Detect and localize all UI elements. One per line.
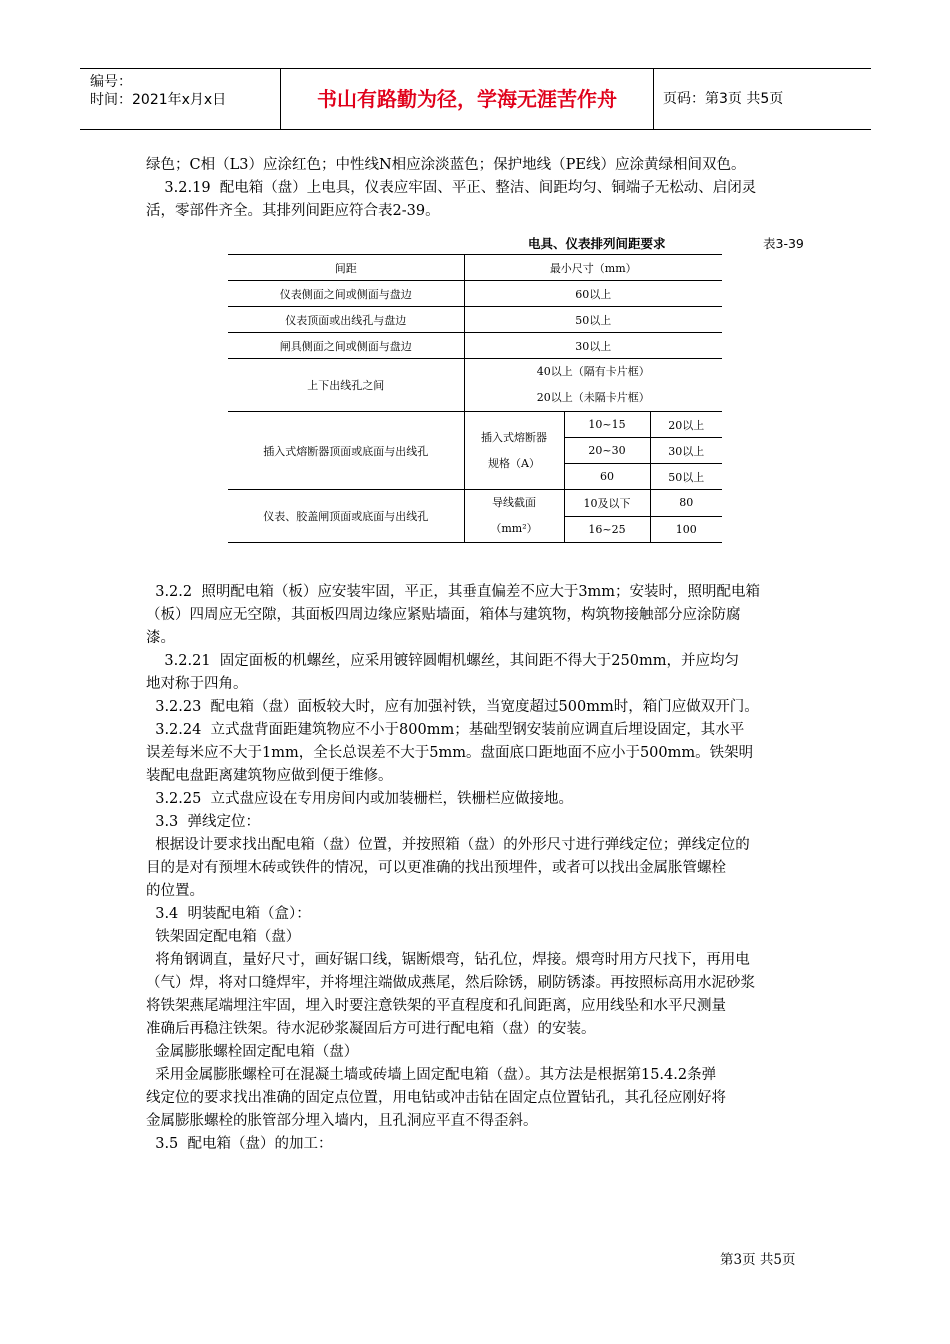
text-line: 金属膨胀螺栓的胀管部分埋入墙内，且孔洞应平直不得歪斜。 [146,1113,538,1129]
text-line: 采用金属膨胀螺栓可在混凝土墙或砖墙上固定配电箱（盘）。其方法是根据第15.4.2条弹 [146,1067,717,1083]
table-cell: 仪表、胶盖闸顶面或底面与出线孔 [228,490,464,543]
table-cell: 20~30 [564,438,650,464]
header-page-number: 页码：第3页 共5页 [663,91,784,107]
text-line: 地对称于四角。 [146,676,248,692]
table-cell-line: 插入式熔断器 [481,430,547,444]
text-line: 将铁架燕尾端埋注牢固，埋入时要注意铁架的平直程度和孔间距离，应用线坠和水平尺测量 [146,998,726,1014]
table-row [228,333,722,359]
table-cell-line: 40以上（隔有卡片框） [536,365,650,378]
table-cell: 30以上 [650,438,722,464]
text-line: 3.2.2 照明配电箱（板）应安装牢固，平正，其垂直偏差不应大于3mm；安装时，照明配电箱 [146,584,761,600]
body-text [146,581,786,1156]
text-line: 的位置。 [146,883,204,899]
table-cell [464,490,564,543]
table-cell-line: 导线截面 [492,496,536,509]
date-label: 时间：2021年x月x日 [90,92,227,108]
table-cell: 80 [650,490,722,517]
text-line: 漆。 [146,630,175,646]
table-cell [464,412,564,490]
table-cell: 60以上 [464,281,722,307]
number-label: 编号： [90,74,132,90]
text-line: 3.5 配电箱（盘）的加工： [146,1136,333,1152]
text-line: 线定位的要求找出准确的固定点位置，用电钻或冲击钻在固定点位置钻孔，其孔径应刚好将 [146,1090,726,1106]
text-line: 误差每米应不大于1mm，全长总误差不大于5mm。盘面底口距地面不应小于500mm。铁架明 [146,745,754,761]
table-row [228,412,722,438]
table-number: 表3-39 [763,236,804,251]
table-cell: 16~25 [564,516,650,543]
header-meta [80,69,281,129]
text-line: 3.2.23 配电箱（盘）面板较大时，应有加强衬铁，当宽度超过500mm时，箱门应做双开门。 [146,699,759,715]
text-line: 3.2.24 立式盘背面距建筑物应不小于800mm；基础型钢安装前应调直后埋设固定，其水平 [146,722,745,738]
text-line: 3.3 弹线定位： [146,814,260,830]
table-cell: 10~15 [564,412,650,438]
table-header-row [228,255,722,281]
table-cell: 上下出线孔之间 [228,359,464,412]
header-motto: 书山有路勤为径，学海无涯苦作舟 [281,69,654,129]
table-row [228,281,722,307]
table-cell: 仪表顶面或出线孔与盘边 [228,307,464,333]
table-cell: 闸具侧面之间或侧面与盘边 [228,333,464,359]
table-cell-line: （mm²） [490,522,538,535]
table-cell: 60 [564,464,650,490]
page-footer: 第3页 共5页 [720,1252,796,1268]
table-row [228,307,722,333]
text-line: 装配电盘距离建筑物应做到便于维修。 [146,768,393,784]
text-line: 铁架固定配电箱（盘） [146,929,301,945]
text-line: 目的是对有预埋木砖或铁件的情况，可以更准确的找出预埋件，或者可以找出金属胀管螺栓 [146,860,726,876]
table-cell: 仪表侧面之间或侧面与盘边 [228,281,464,307]
table-cell: 10及以下 [564,490,650,517]
text-line: 3.2.25 立式盘应设在专用房间内或加装栅栏，铁栅栏应做接地。 [146,791,574,807]
intro-text [146,154,786,223]
table-cell-line: 规格（A） [488,456,540,470]
table-row [228,359,722,412]
text-line: 将角钢调直，量好尺寸，画好锯口线，锯断煨弯，钻孔位，焊接。煨弯时用方尺找下，再用电 [146,952,750,968]
text-line: 3.2.21 固定面板的机螺丝，应采用镀锌圆帽机螺丝，其间距不得大于250mm，并应均匀 [146,653,739,669]
text-line: 金属膨胀螺栓固定配电箱（盘） [146,1044,359,1060]
table-caption: 电具、仪表排列间距要求 [528,236,666,251]
table-header-cell: 最小尺寸（mm） [464,255,722,281]
table-cell-line: 20以上（未隔卡片框） [536,391,650,404]
text-line: 绿色；C相（L3）应涂红色；中性线N相应涂淡蓝色；保护地线（PE线）应涂黄绿相间双色。 [146,157,746,173]
table-cell: 30以上 [464,333,722,359]
table-cell: 插入式熔断器顶面或底面与出线孔 [228,412,464,490]
text-line: 活，零部件齐全。其排列间距应符合表2-39。 [146,203,440,219]
table-cell [464,359,722,412]
table-cell: 100 [650,516,722,543]
table-header-cell: 间距 [228,255,464,281]
table-cell: 50以上 [650,464,722,490]
page-header [80,68,871,130]
text-line: 3.2.19 配电箱（盘）上电具，仪表应牢固、平正、整洁、间距均匀、铜端子无松动、启闭灵 [146,180,757,196]
text-line: （板）四周应无空隙，其面板四周边缘应紧贴墙面，箱体与建筑物，构筑物接触部分应涂防腐 [146,607,741,623]
table-cell: 50以上 [464,307,722,333]
spacing-table [228,254,722,543]
table-row [228,490,722,517]
text-line: 3.4 明装配电箱（盒）： [146,906,311,922]
table-cell: 20以上 [650,412,722,438]
text-line: 根据设计要求找出配电箱（盘）位置，并按照箱（盘）的外形尺寸进行弹线定位；弹线定位的 [146,837,750,853]
text-line: （气）焊，将对口缝焊牢，并将埋注端做成燕尾，然后除锈，刷防锈漆。再按照标高用水泥砂浆 [146,975,755,991]
text-line: 准确后再稳注铁架。待水泥砂浆凝固后方可进行配电箱（盘）的安装。 [146,1021,596,1037]
